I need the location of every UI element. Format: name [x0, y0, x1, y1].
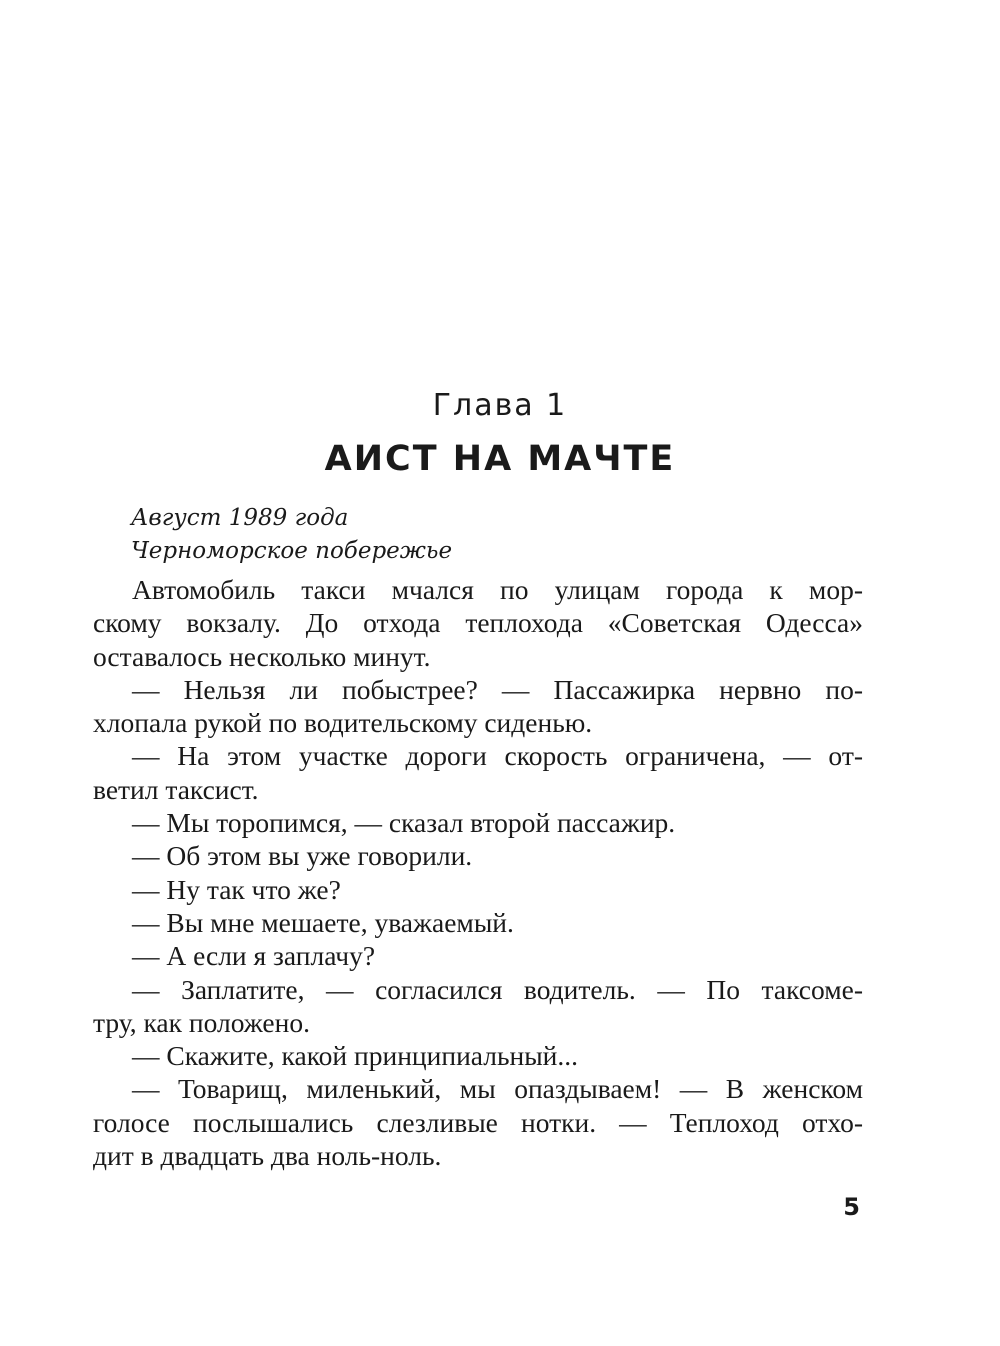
- text-line: Автомобиль такси мчался по улицам города к мор-: [132, 574, 863, 605]
- text-line: — Нельзя ли побыстрее? — Пассажирка нервно по-: [132, 673, 863, 705]
- body-text: [93, 573, 863, 1172]
- text-line: — Мы торопимся, — сказал второй пассажир.: [132, 807, 676, 839]
- text-line: оставалось несколько минут.: [93, 640, 431, 672]
- text-line: — Вы мне мешаете, уважаемый.: [132, 906, 514, 938]
- text-line: — А если я заплачу?: [132, 940, 376, 972]
- text-line: дит в двадцать два ноль-ноль.: [93, 1140, 442, 1172]
- text-line: — Об этом вы уже говорили.: [132, 840, 473, 872]
- text-line: — Скажите, какой принципиальный...: [132, 1040, 579, 1072]
- text-line: ветил таксист.: [93, 773, 259, 805]
- text-line: скому вокзалу. До отхода теплохода «Советская Одесса»: [93, 607, 863, 639]
- epigraph-place: Черноморское побережье: [131, 538, 453, 564]
- epigraph-date: Август 1989 года: [131, 505, 349, 531]
- text-line: хлопала рукой по водительскому сиденью.: [93, 707, 593, 739]
- text-line: — Заплатите, — согласился водитель. — По таксоме-: [132, 973, 863, 1005]
- chapter-label: Глава 1: [432, 388, 568, 423]
- text-line: — На этом участке дороги скорость ограничена, — от-: [132, 740, 863, 772]
- chapter-title: АИСТ НА МАЧТЕ: [324, 439, 676, 479]
- page-number: 5: [843, 1193, 860, 1221]
- text-line: — Ну так что же?: [132, 873, 341, 905]
- epigraph: [131, 502, 861, 568]
- text-line: тру, как положено.: [93, 1006, 310, 1038]
- text-line: голосе послышались слезливые нотки. — Теплоход отхо-: [93, 1106, 863, 1138]
- text-line: — Товарищ, миленький, мы опаздываем! — В женском: [132, 1073, 863, 1105]
